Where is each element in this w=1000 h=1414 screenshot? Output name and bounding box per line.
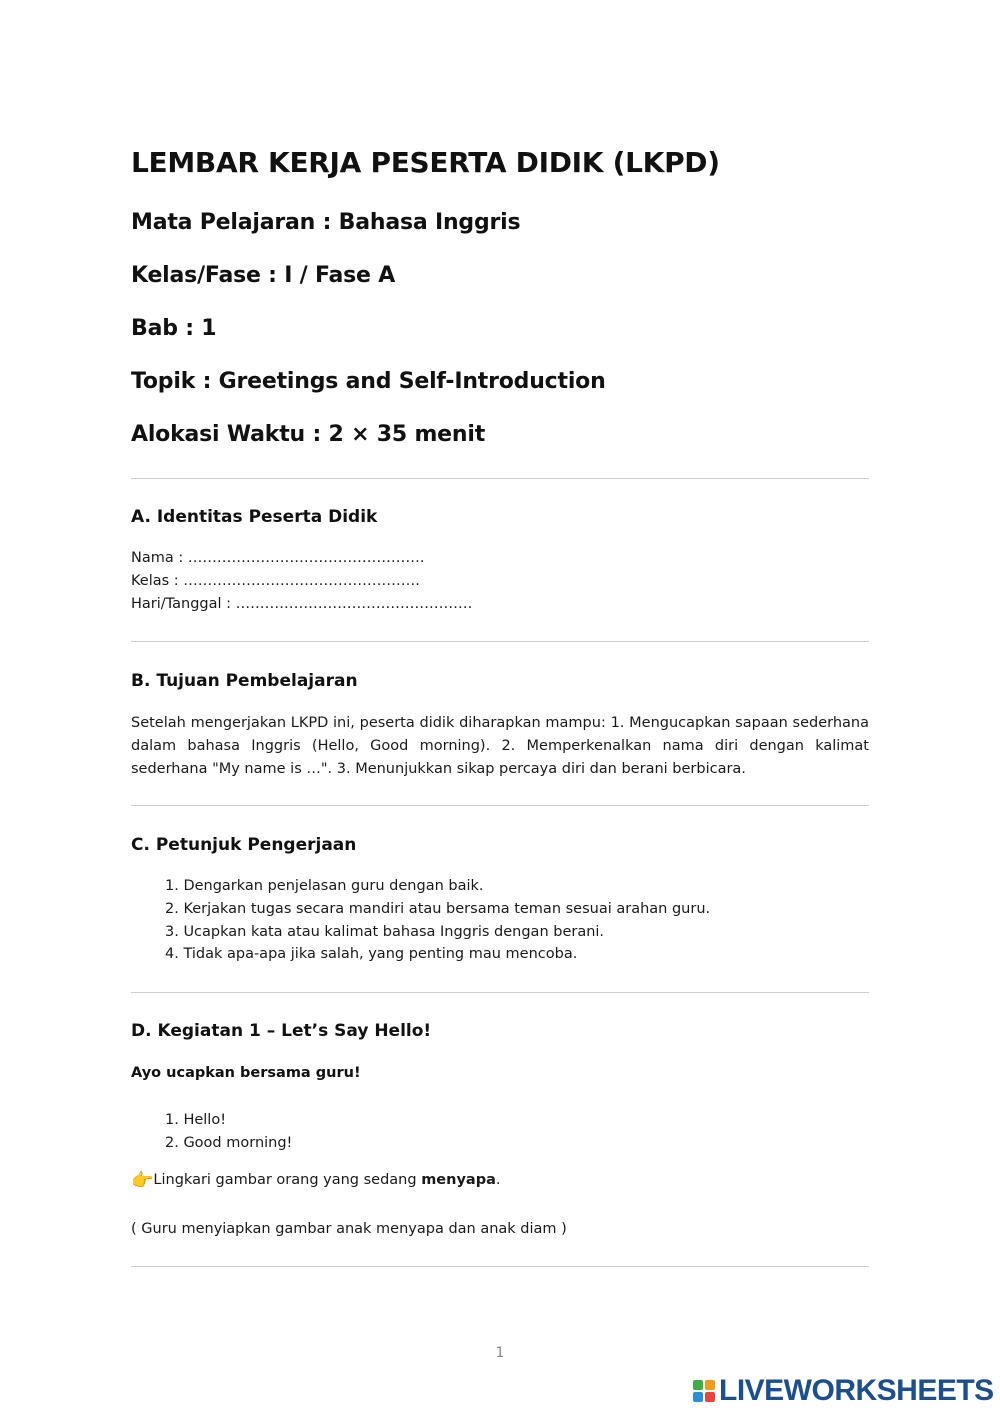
divider: [131, 1266, 869, 1267]
activity-instruction: [131, 1170, 500, 1191]
brand-wordmark: LIVEWORKSHEETS: [719, 1374, 994, 1407]
instruction-item: 4. Tidak apa-apa jika salah, yang penting mau mencoba.: [165, 946, 578, 962]
teacher-note: ( Guru menyiapkan gambar anak menyapa dan anak diam ): [131, 1221, 567, 1237]
field-name: Nama : ………………………………………….: [131, 550, 425, 566]
instruction-text: Lingkari gambar orang yang sedang: [153, 1172, 422, 1188]
field-date: Hari/Tanggal : ………………………………………….: [131, 596, 473, 612]
activity-subheading: Ayo ucapkan bersama guru!: [131, 1065, 361, 1081]
section-d-heading: D. Kegiatan 1 – Let’s Say Hello!: [131, 1021, 432, 1041]
instruction-item: 1. Dengarkan penjelasan guru dengan baik.: [165, 878, 484, 894]
page-title: LEMBAR KERJA PESERTA DIDIK (LKPD): [131, 146, 720, 179]
instruction-bold-word: menyapa: [421, 1172, 496, 1188]
meta-chapter: Bab : 1: [131, 316, 217, 341]
divider: [131, 992, 869, 993]
divider: [131, 641, 869, 642]
liveworksheets-logo[interactable]: [693, 1375, 994, 1407]
section-a-heading: A. Identitas Peserta Didik: [131, 507, 378, 527]
greeting-item: 2. Good morning!: [165, 1135, 293, 1151]
section-c-heading: C. Petunjuk Pengerjaan: [131, 835, 357, 855]
divider: [131, 478, 869, 479]
learning-objectives-text: Setelah mengerjakan LKPD ini, peserta didik diharapkan mampu: 1. Mengucapkan sapaan sederhana dalam bahasa Inggris (Hello, Good morning). 2. Memperkenalkan nama diri dengan kalimat sederhana "My name is …". 3. Menunjukkan sikap percaya diri dan berani berbicara.: [131, 715, 869, 777]
liveworksheets-logo-icon: [693, 1380, 715, 1402]
meta-subject: Mata Pelajaran : Bahasa Inggris: [131, 210, 521, 235]
instruction-item: 2. Kerjakan tugas secara mandiri atau bersama teman sesuai arahan guru.: [165, 901, 711, 917]
section-b-heading: B. Tujuan Pembelajaran: [131, 671, 358, 691]
pointing-hand-icon: 👉: [131, 1170, 154, 1191]
meta-time-allocation: Alokasi Waktu : 2 × 35 menit: [131, 422, 486, 447]
meta-class: Kelas/Fase : I / Fase A: [131, 263, 396, 288]
instruction-item: 3. Ucapkan kata atau kalimat bahasa Inggris dengan berani.: [165, 924, 605, 940]
page-number: 1: [495, 1345, 505, 1361]
divider: [131, 805, 869, 806]
meta-topic: Topik : Greetings and Self-Introduction: [131, 369, 606, 394]
greeting-item: 1. Hello!: [165, 1112, 227, 1128]
instruction-end: .: [495, 1172, 501, 1188]
field-class: Kelas : ………………………………………….: [131, 573, 420, 589]
